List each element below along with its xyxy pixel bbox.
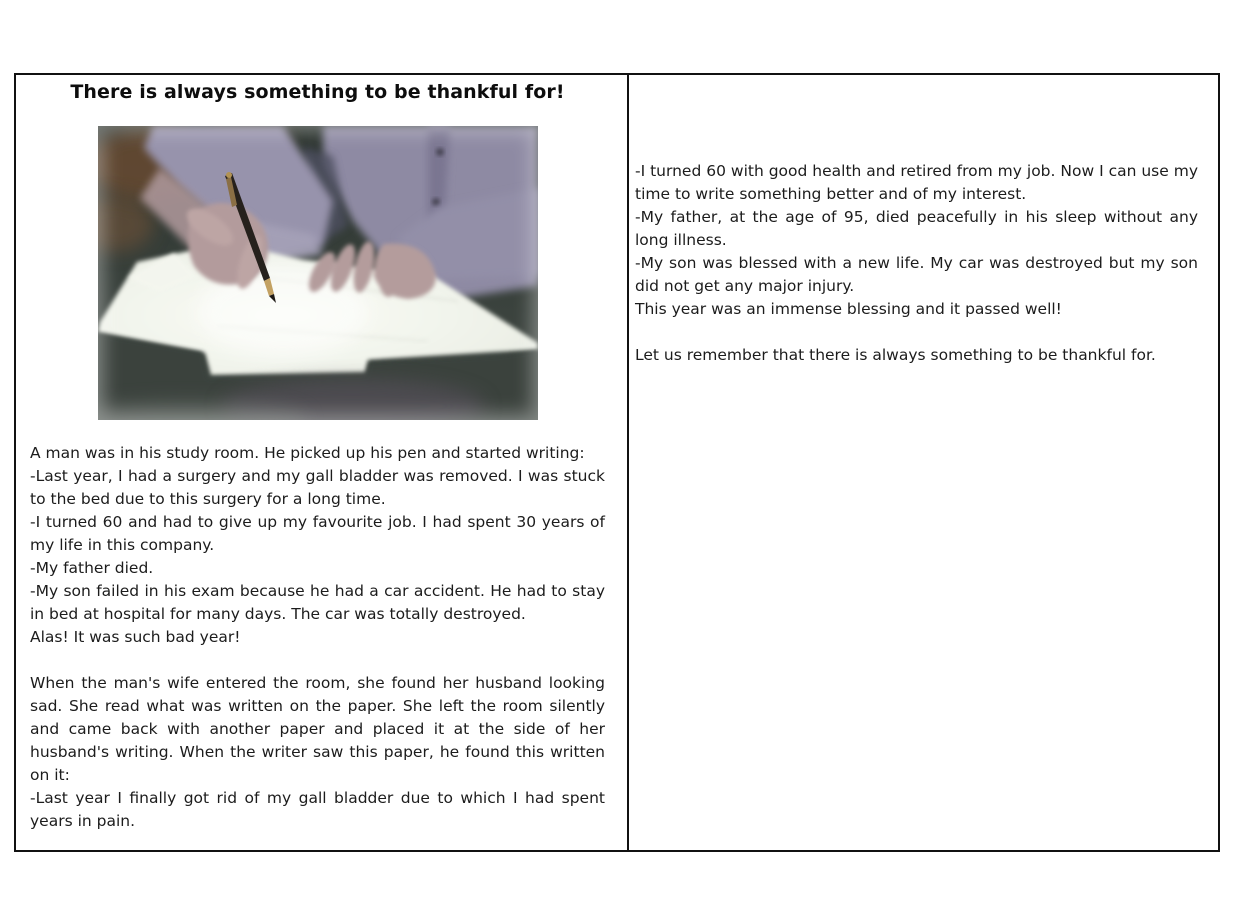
story-cell-left xyxy=(16,75,629,850)
story-paragraph: When the man's wife entered the room, she found her husband looking sad. She read what was written on the paper. She left the room silently and came back with another paper and placed it at the side of her husband's writing. When the writer saw this paper, he found this written on it: xyxy=(30,674,605,784)
story-paragraph: Let us remember that there is always something to be thankful for. xyxy=(635,346,1156,364)
story-text-left xyxy=(30,442,605,833)
story-table xyxy=(14,73,1220,852)
story-paragraph: -Last year I finally got rid of my gall bladder due to which I had spent years in pain. xyxy=(30,789,605,830)
story-paragraph: -My son was blessed with a new life. My car was destroyed but my son did not get any major injury. xyxy=(635,254,1198,295)
story-paragraph: -My father, at the age of 95, died peacefully in his sleep without any long illness. xyxy=(635,208,1198,249)
story-paragraph: -My son failed in his exam because he had a car accident. He had to stay in bed at hospital for many days. The car was totally destroyed. xyxy=(30,582,605,623)
story-paragraph: -Last year, I had a surgery and my gall bladder was removed. I was stuck to the bed due to this surgery for a long time. xyxy=(30,467,605,508)
story-paragraph: -I turned 60 and had to give up my favourite job. I had spent 30 years of my life in this company. xyxy=(30,513,605,554)
man-writing-photo-illustration xyxy=(98,126,538,420)
story-paragraph: Alas! It was such bad year! xyxy=(30,628,241,646)
story-paragraph: -I turned 60 with good health and retired from my job. Now I can use my time to write something better and of my interest. xyxy=(635,162,1198,203)
story-paragraph: A man was in his study room. He picked up his pen and started writing: xyxy=(30,444,585,462)
story-cell-right xyxy=(629,75,1218,850)
story-paragraph: This year was an immense blessing and it passed well! xyxy=(635,300,1062,318)
page-title: There is always something to be thankful for! xyxy=(70,81,565,103)
man-writing-photo xyxy=(98,126,538,420)
story-paragraph: -My father died. xyxy=(30,559,154,577)
